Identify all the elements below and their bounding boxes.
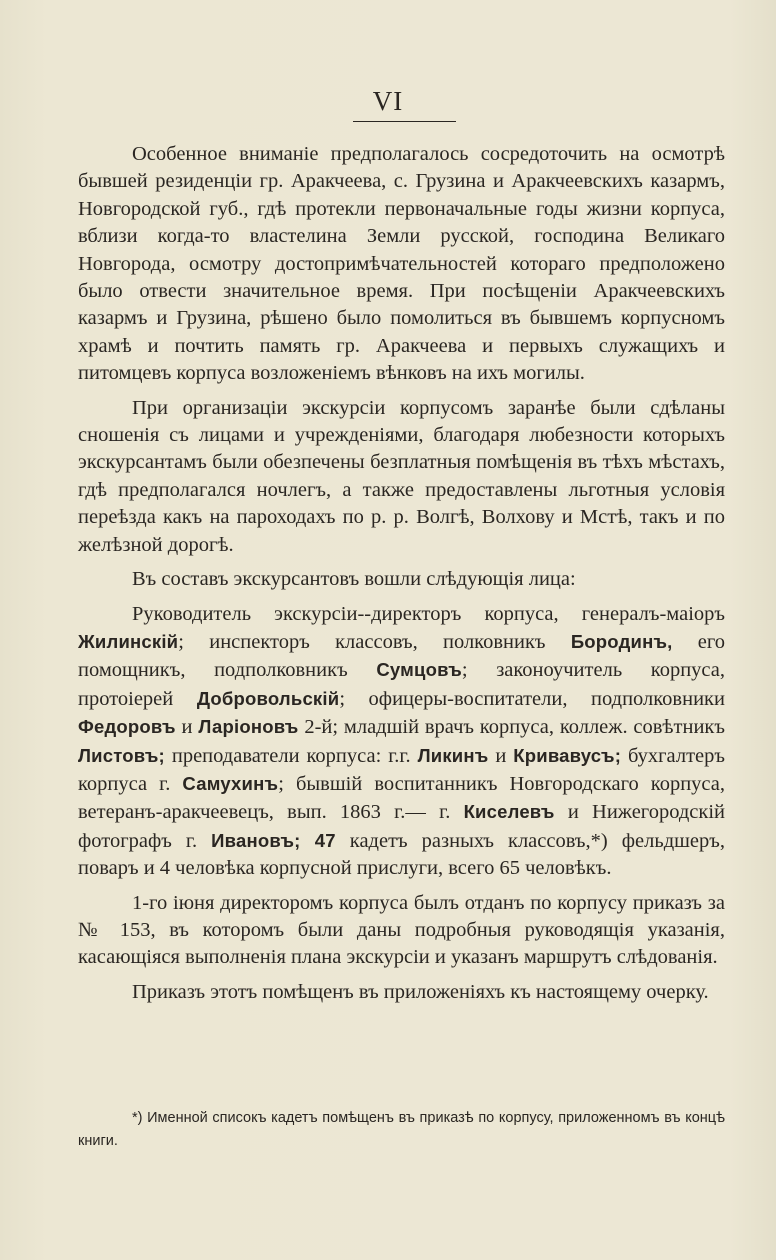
paragraph-text: 1-го іюня директоромъ корпуса былъ отданъ по корпусу приказъ за № 153, въ которомъ были даны подробныя руководящія указанія, касающіяся выполненія плана экскурсіи и указанъ маршрутъ слѣдованія. — [78, 891, 725, 969]
paragraph-text: и Нижегородскій фотографъ г. — [78, 801, 726, 852]
paragraph-text: Въ составъ экскурсантовъ вошли слѣдующія лица: — [132, 568, 576, 591]
paragraph — [78, 979, 725, 1006]
paragraph — [78, 566, 725, 593]
paragraph — [78, 395, 725, 559]
person-name: Бородинъ, — [570, 630, 673, 652]
person-name: Сумцовъ — [376, 659, 462, 681]
paragraph-text: кадетъ разныхъ классовъ,*) фельдшеръ, поваръ и 4 человѣка корпусной прислуги, всего 65 человѣкъ. — [78, 829, 725, 880]
person-name: Ивановъ; 47 — [211, 829, 336, 851]
person-name: Ликинъ — [417, 744, 489, 766]
person-name: Самухинъ — [182, 772, 279, 794]
paragraph-text: его помощникъ, подполковникъ — [78, 630, 726, 682]
paragraph-text: преподаватели корпуса: г.г. — [164, 744, 418, 767]
paragraph-text: ; бывшій воспитанникъ Новгородскаго корпуса, ветеранъ-аракчеевецъ, вып. 1863 г.— г. — [78, 772, 725, 824]
paragraph-text: Особенное вниманіе предполагалось сосредоточить на осмотрѣ бывшей резиденціи гр. Аракчеева, с. Грузина и Аракчеевскихъ казармъ, Новгородской губ., гдѣ протекли первоначальные годы жизни корпуса, вблизи когда-то властелина Земли русской, господина Великаго Новгорода, осмотру достопримѣчательностей котораго предположено было отвести значительное время. При посѣщеніи Аракчеевскихъ казармъ и Грузина, рѣшено было помолиться въ бывшемъ корпусномъ храмѣ и почтить память гр. Аракчеева и первыхъ служащихъ и питомцевъ корпуса возложеніемъ вѣнковъ на ихъ могилы. — [78, 143, 725, 385]
paragraph-text: Приказъ этотъ помѣщенъ въ приложеніяхъ къ настоящему очерку. — [132, 980, 709, 1003]
header-rule — [353, 121, 456, 122]
paragraph-text: ; инспекторъ классовъ, полковникъ — [178, 630, 571, 653]
paragraph-text: ; офицеры-воспитатели, подполковники — [339, 687, 725, 710]
person-name: Кривавусъ; — [513, 744, 622, 766]
person-name: Киселевъ — [463, 801, 555, 823]
person-name: Листовъ; — [78, 744, 165, 766]
paragraph-text: Руководитель экскурсіи--директоръ корпуса, генералъ-маіоръ — [132, 602, 725, 625]
paragraph-text: и — [175, 716, 199, 739]
paragraph-text: 2-й; младшій врачъ корпуса, коллеж. совѣтникъ — [298, 716, 725, 739]
person-name: Ларіоновъ — [198, 716, 299, 738]
person-name: Добровольскій — [196, 687, 340, 709]
body-text — [78, 141, 725, 1006]
paragraph-participants — [78, 601, 725, 883]
paragraph-text: и — [488, 744, 514, 767]
paragraph-text: бухгалтеръ корпуса г. — [78, 744, 725, 795]
person-name: Федоровъ — [78, 716, 176, 738]
person-name: Жилинскій — [78, 630, 179, 652]
paragraph — [78, 141, 725, 388]
paragraph-text: При организаціи экскурсіи корпусомъ заранѣе были сдѣланы сношенія съ лицами и учрежденіями, благодаря любезности которыхъ экскурсантамъ были обезпечены безплатныя помѣщенія въ тѣхъ мѣстахъ, гдѣ предполагался ночлегъ, а также предоставлены льготныя условія переѣзда какъ на пароходахъ по р. р. Волгѣ, Волхову и Мстѣ, такъ и по желѣзной дорогѣ. — [78, 396, 725, 556]
page-number: VI — [372, 86, 404, 116]
paragraph — [78, 890, 725, 972]
paragraph-text: ; законоучитель корпуса, протоіерей — [78, 659, 725, 710]
footnote: *) Именной списокъ кадетъ помѣщенъ въ приказѣ по корпусу, приложенномъ въ концѣ книги. — [78, 1110, 725, 1149]
